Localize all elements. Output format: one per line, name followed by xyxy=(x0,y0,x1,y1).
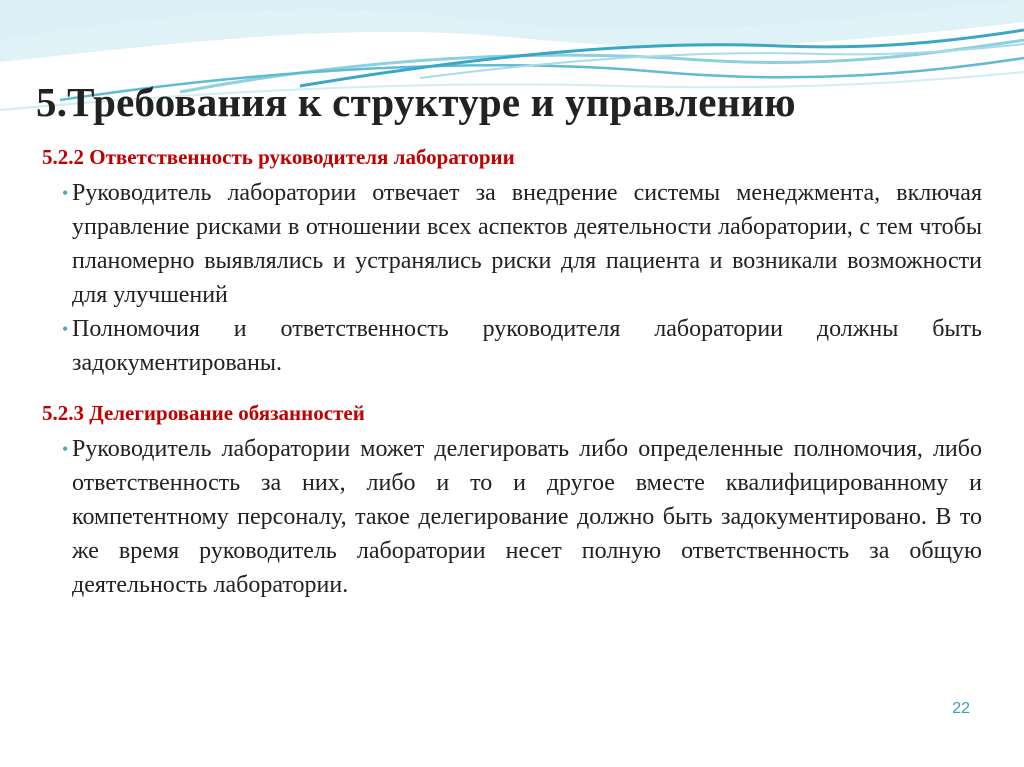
slide-content xyxy=(42,142,982,602)
bullet-text: Руководитель лаборатории отвечает за внедрение системы менеджмента, включая управление рисками в отношении всех аспектов деятельности лаборатории, с тем чтобы планомерно выявлялись и устранялись риски для пациента и возникали возможности для улучшений xyxy=(72,180,982,308)
bullet-icon: • xyxy=(62,319,69,339)
bullet-item xyxy=(42,176,982,312)
bullet-item xyxy=(42,432,982,602)
bullet-text: Руководитель лаборатории может делегировать либо определенные полномочия, либо ответственность за них, либо и то и другое вместе квалифицированному и компетентному персоналу, такое делегирование должно быть задокументировано. В то же время руководитель лаборатории несет полную ответственность за общую деятельность лаборатории. xyxy=(72,436,982,598)
slide-title: 5.Требования к структуре и управлению xyxy=(36,79,796,125)
section-responsibility xyxy=(42,142,982,380)
page-number: 22 xyxy=(952,700,970,717)
section-heading: 5.2.2 Ответственность руководителя лаборатории xyxy=(42,145,515,169)
section-delegation xyxy=(42,398,982,602)
section-heading: 5.2.3 Делегирование обязанностей xyxy=(42,401,365,425)
bullet-list xyxy=(42,176,982,380)
bullet-icon: • xyxy=(62,439,69,459)
bullet-text: Полномочия и ответственность руководителя лаборатории должны быть задокументированы. xyxy=(72,316,982,376)
bullet-icon: • xyxy=(62,183,69,203)
bullet-item xyxy=(42,312,982,380)
bullet-list xyxy=(42,432,982,602)
